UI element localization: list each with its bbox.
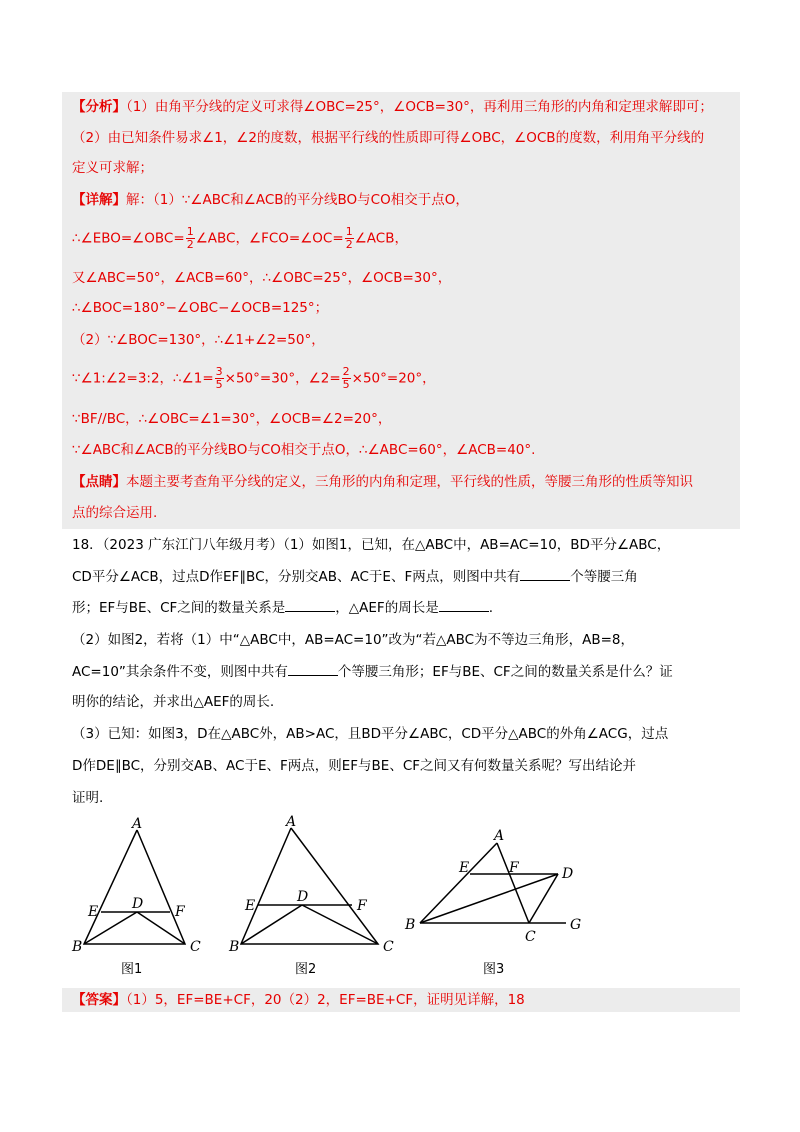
figure-2 xyxy=(228,814,394,977)
geometry-figures xyxy=(0,810,800,1010)
fig1-label-C: C xyxy=(190,939,201,955)
analysis-line-3: 定义可求解； xyxy=(72,160,153,176)
figure-3 xyxy=(404,828,581,977)
fraction-three-fifths: $\frac{3}{5}$ xyxy=(215,365,223,391)
detail-line-1: 【详解】解：（1）∵∠ABC和∠ACB的平分线BO与CO相交于点O， xyxy=(72,192,469,208)
fig1-label-E: E xyxy=(88,904,99,920)
detail-tag: 【详解】 xyxy=(72,192,126,208)
comment-line-2: 点的综合运用. xyxy=(72,505,158,521)
answer-line: 【答案】（1）5，EF=BE+CF，20（2）2，EF=BE+CF，证明见详解，18 xyxy=(72,992,525,1008)
answer-blank-3[interactable] xyxy=(439,597,489,612)
fig3-label-F: F xyxy=(509,860,519,876)
fig1-label-F: F xyxy=(175,904,185,920)
detail-line-2: ∴∠EBO=∠OBC= $\frac{1}{2}$ ∠ABC，∠FCO=∠OC= $\frac{1}{2}$ ∠ACB， xyxy=(72,225,408,251)
figure-1 xyxy=(71,816,201,977)
fig2-label-F: F xyxy=(357,898,367,914)
fraction-half-1: $\frac{1}{2}$ xyxy=(186,225,194,251)
comment-line-1: 【点睛】本题主要考查角平分线的定义，三角形的内角和定理，平行线的性质，等腰三角形的性质等知识 xyxy=(72,474,693,490)
question-line-4: （2）如图2，若将（1）中“△ABC中，AB=AC=10”改为“若△ABC为不等边三角形，AB=8， xyxy=(72,632,635,648)
fig1-label-B: B xyxy=(72,939,83,955)
fig1-label-A: A xyxy=(132,816,143,832)
fig2-label-A: A xyxy=(286,814,297,830)
fig3-label-C: C xyxy=(525,929,536,945)
detail-line-8: ∵∠ABC和∠ACB的平分线BO与CO相交于点O，∴∠ABC=60°，∠ACB=40°. xyxy=(72,442,536,458)
answer-blank-1[interactable] xyxy=(520,566,570,581)
detail-line-4: ∴∠BOC=180°−∠OBC−∠OCB=125°； xyxy=(72,300,329,316)
question-line-8: D作DE∥BC，分别交AB、AC于E、F两点，则EF与BE、CF之间又有何数量关系呢？写出结论并 xyxy=(72,758,637,774)
question-line-9: 证明. xyxy=(72,790,104,806)
fig2-label-B: B xyxy=(229,939,240,955)
fig3-label-B: B xyxy=(405,917,416,933)
question-line-5: AC=10”其余条件不变，则图中共有 个等腰三角形；EF与BE、CF之间的数量关系是什么？证 xyxy=(72,661,673,682)
fig2-label-E: E xyxy=(245,898,256,914)
question-line-1: 18．（2023 广东江门八年级月考）（1）如图1，已知，在△ABC中，AB=AC=10，BD平分∠ABC， xyxy=(72,537,671,553)
detail-line-7: ∵BF//BC，∴∠OBC=∠1=30°，∠OCB=∠2=20°， xyxy=(72,411,392,427)
fig2-caption: 图2 xyxy=(295,962,317,977)
fig3-label-A: A xyxy=(494,828,505,844)
question-line-6: 明你的结论，并求出△AEF的周长. xyxy=(72,694,275,710)
fraction-half-2: $\frac{1}{2}$ xyxy=(345,225,353,251)
answer-tag: 【答案】 xyxy=(72,992,126,1008)
fig1-label-D: D xyxy=(132,896,144,912)
analysis-line-2: （2）由已知条件易求∠1，∠2的度数，根据平行线的性质即可得∠OBC，∠OCB的度数，利用角平分线的 xyxy=(72,130,705,146)
fig1-caption: 图1 xyxy=(121,962,143,977)
answer-blank-2[interactable] xyxy=(285,597,335,612)
question-line-2: CD平分∠ACB，过点D作EF∥BC，分别交AB、AC于E、F两点，则图中共有 个等腰三角 xyxy=(72,566,638,587)
fig2-label-D: D xyxy=(297,889,309,905)
fig3-label-D: D xyxy=(562,866,574,882)
fig3-label-E: E xyxy=(459,860,470,876)
comment-tag: 【点睛】 xyxy=(72,474,126,490)
detail-line-5: （2）∵∠BOC=130°，∴∠1+∠2=50°， xyxy=(72,332,325,348)
answer-blank-4[interactable] xyxy=(288,661,338,676)
analysis-line-1: 【分析】（1）由角平分线的定义可求得∠OBC=25°，∠OCB=30°，再利用三角形的内角和定理求解即可； xyxy=(72,99,713,115)
detail-line-3: 又∠ABC=50°，∠ACB=60°，∴∠OBC=25°，∠OCB=30°， xyxy=(72,270,452,286)
fig3-caption: 图3 xyxy=(483,962,505,977)
analysis-tag: 【分析】 xyxy=(72,99,126,115)
fig3-label-G: G xyxy=(570,917,582,933)
question-line-3: 形；EF与BE、CF之间的数量关系是 ，△AEF的周长是 . xyxy=(72,597,493,618)
fig2-label-C: C xyxy=(383,939,394,955)
question-line-7: （3）已知：如图3，D在△ABC外，AB>AC，且BD平分∠ABC，CD平分△ABC的外角∠ACG，过点 xyxy=(72,726,669,742)
fraction-two-fifths: $\frac{2}{5}$ xyxy=(342,365,350,391)
detail-line-6: ∵∠1:∠2=3:2，∴∠1= $\frac{3}{5}$ ×50°=30°，∠2= $\frac{2}{5}$ ×50°=20°， xyxy=(72,365,436,391)
